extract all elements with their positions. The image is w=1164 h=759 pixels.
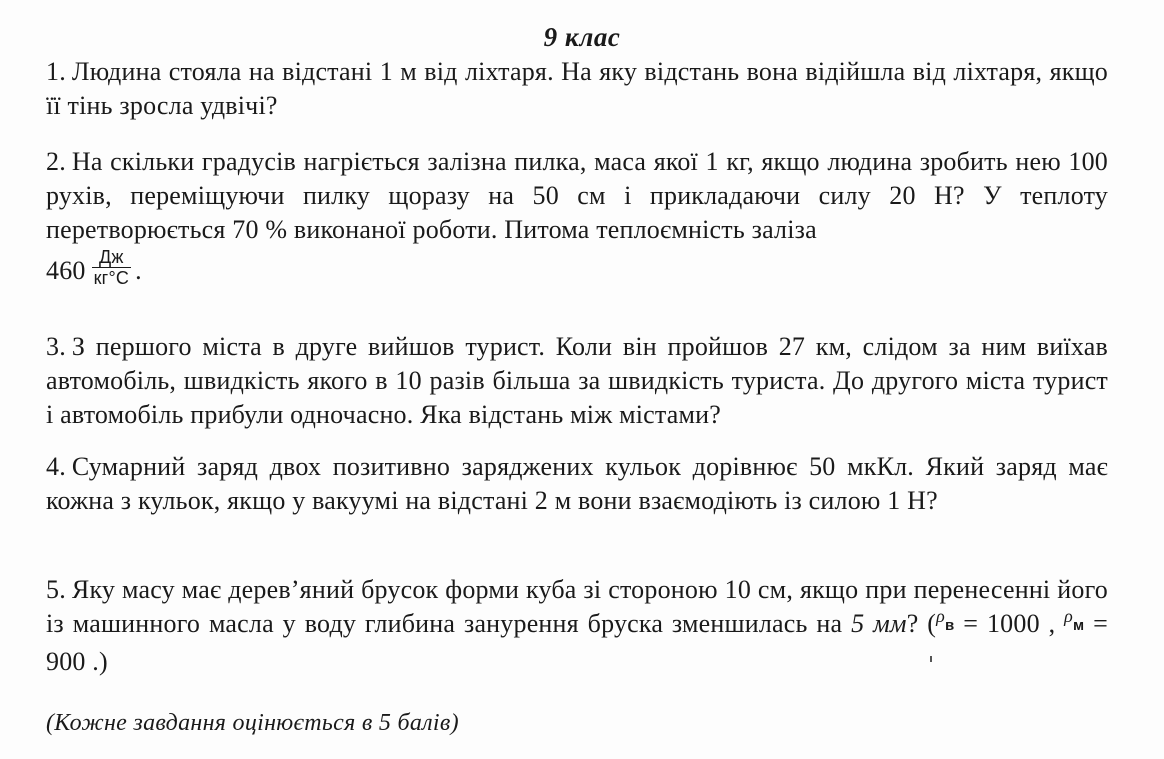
rho-water-subscript: в (945, 617, 955, 634)
task-5 (46, 573, 1108, 679)
depth-value: 5 мм (851, 609, 907, 638)
rho-oil-subscript: м (1073, 617, 1085, 634)
rho-water-value: = 1000 , (963, 609, 1056, 638)
rho-oil-value: = 900 .) (46, 609, 1109, 676)
open-paren: ? ( (906, 609, 937, 638)
scan-speck (930, 656, 932, 662)
rho-oil-symbol: ρ (1064, 606, 1074, 626)
unit-numerator: Дж (99, 247, 124, 267)
task-number: 5. (46, 575, 66, 604)
task-number: 3. (46, 332, 66, 361)
page-title: 9 клас (543, 22, 621, 52)
task-4 (46, 450, 1108, 518)
task-number: 2. (46, 147, 66, 176)
grading-note: (Кожне завдання оцінюється в 5 балів) (46, 710, 459, 736)
task-text: Людина стояла на відстані 1 м від ліхтаря. На яку відстань вона відійшла від ліхтаря, якщо її тінь зросла удвічі? (46, 57, 1108, 120)
task-text: На скільки градусів нагріється залізна пилка, маса якої 1 кг, якщо людина зробить нею 100 рухів, переміщуючи пилку щоразу на 50 см і прикладаючи силу 20 Н? У теплоту перетворюється 70 % виконаної роботи. Питома теплоємність заліза (46, 147, 1108, 244)
rho-water-symbol: ρ (936, 606, 946, 626)
task-2 (46, 145, 1108, 288)
task-text: З першого міста в друге вийшов турист. Коли він пройшов 27 км, слідом за ним виїхав автомобіль, швидкість якого в 10 разів більша за швидкість туриста. До другого міста турист і автомобіль прибули одночасно. Яка відстань між містами? (46, 332, 1108, 429)
task-text: Яку масу має дерев’яний брусок форми куба зі стороною 10 см, якщо при перенесенні його із машинного масла у воду глибина занурення бруска зменшилась (46, 575, 1108, 638)
task-number: 1. (46, 57, 66, 86)
task-1 (46, 55, 1108, 123)
specific-heat-number: 460 (46, 256, 86, 285)
specific-heat-value (46, 247, 1108, 288)
task-text-end: на (816, 609, 843, 638)
unit-denominator: кг°С (93, 268, 130, 288)
task-3 (46, 330, 1108, 432)
task-number: 4. (46, 452, 66, 481)
task-text: Сумарний заряд двох позитивно заряджених кульок дорівнює 50 мкКл. Який заряд має кожна з кульок, якщо у вакуумі на відстані 2 м вони взаємодіють із силою 1 Н? (46, 452, 1108, 515)
period: . (135, 256, 142, 285)
unit-fraction (92, 247, 131, 288)
